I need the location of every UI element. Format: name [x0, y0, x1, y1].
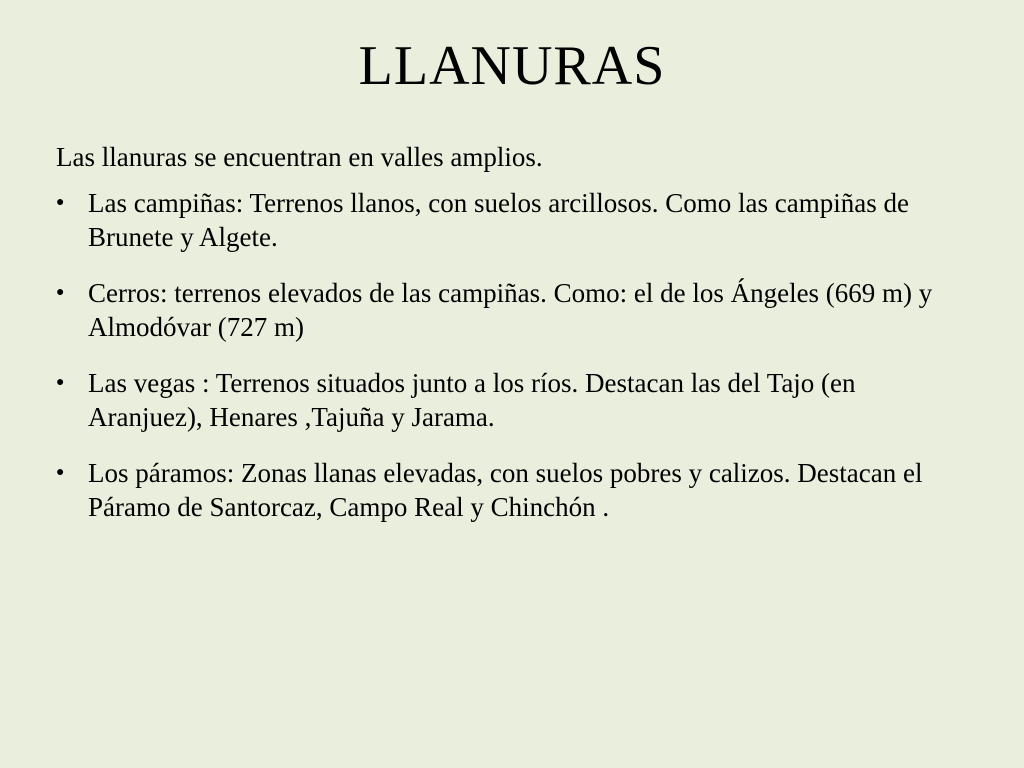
list-item-text: Las vegas : Terrenos situados junto a los ríos. Destacan las del Tajo (en Aranjuez), Henares ,Tajuña y Jarama.: [88, 368, 856, 432]
bullet-list: [56, 186, 956, 524]
list-item-text: Los páramos: Zonas llanas elevadas, con suelos pobres y calizos. Destacan el Páramo de Santorcaz, Campo Real y Chinchón .: [88, 458, 923, 522]
bullet-icon: ●: [56, 285, 65, 300]
bullet-icon: ●: [56, 195, 65, 210]
list-item-text: Cerros: terrenos elevados de las campiñas. Como: el de los Ángeles (669 m) y Almodóvar (727 m): [88, 278, 933, 342]
list-item: [56, 366, 956, 434]
list-item: [56, 456, 956, 524]
slide-title: LLANURAS: [358, 35, 666, 97]
slide-content: [56, 140, 956, 546]
bullet-icon: ●: [56, 375, 65, 390]
list-item-text: Las campiñas: Terrenos llanos, con suelos arcillosos. Como las campiñas de Brunete y Algete.: [88, 188, 909, 252]
list-item: [56, 186, 956, 254]
bullet-icon: ●: [56, 465, 65, 480]
list-item: [56, 276, 956, 344]
intro-text: Las llanuras se encuentran en valles amplios.: [56, 142, 543, 172]
